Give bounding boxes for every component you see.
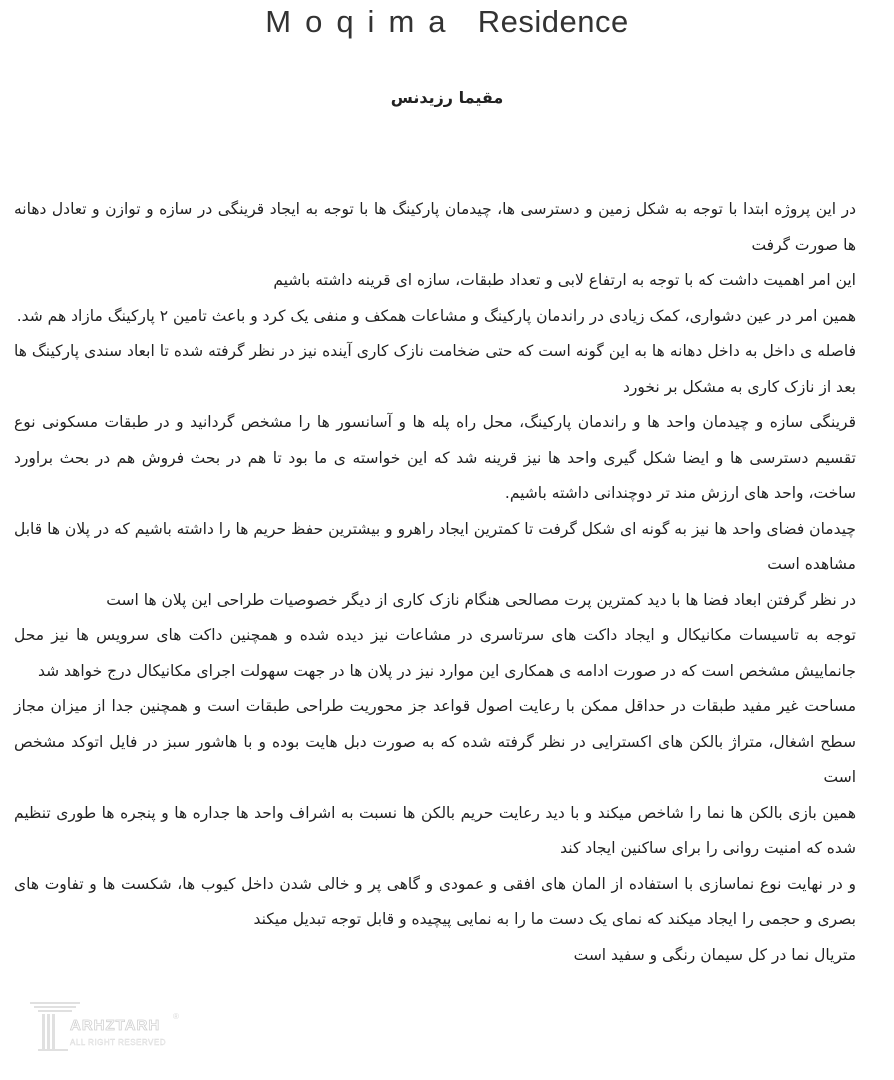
paragraph-span-distance: فاصله ی داخل به داخل دهانه ها به این گونه است که حتی ضخامت نازک کاری آینده نیز در نظر گرفته شده تا ابعاد سندی پارکینگ ها بعد از نازک کاری به مشکل بر نخورد [14,342,856,396]
paragraph-structure-symmetry: در این پروژه ابتدا با توجه به شکل زمین و دسترسی ها، چیدمان پارکینگ ها با توجه به ایجاد قرینگی در سازه و توازن و تعادل دهانه ها صورت گرفت [14,200,856,254]
paragraph-lobby-height: این امر اهمیت داشت که با توجه به ارتفاع لابی و تعداد طبقات، سازه ای قرینه داشته باشیم [273,271,856,289]
registered-mark: ® [173,1012,179,1021]
watermark-rights: ALL RIGHT RESERVED [70,1038,166,1047]
page-title-persian: مقیما رزیدنس [390,88,504,107]
title-word-moqima: Moqima [265,4,460,39]
page-title-english [0,4,894,40]
paragraph-material-waste: در نظر گرفتن ابعاد فضا ها با دید کمترین پرت مصالحی هنگام نازک کاری از دیگر خصوصیات طراحی این پلان ها است [106,590,856,609]
paragraph-facade-material: متریال نما در کل سیمان رنگی و سفید است [573,945,856,964]
watermark-logo [30,1000,180,1052]
paragraph-space-arrangement: چیدمان فضای واحد ها نیز به گونه ای شکل گرفت تا کمترین ایجاد راهرو و بیشترین حفظ حریم ها را داشته باشیم که در پلان ها قابل مشاهده است [14,519,856,573]
description-body [14,192,856,973]
paragraph-mechanical-ducts: توجه به تاسیسات مکانیکال و ایجاد داکت های سرتاسری در مشاعات نیز دیده شده و همچنین داکت های سرویس ها نیز محل جانماییش مشخص است که در صورت ادامه ی همکاری این موارد نیز در پلان ها در جهت سهولت اجرای مکانیکال درج خواهد شد [14,626,856,680]
paragraph-parking-efficiency: همین امر در عین دشواری، کمک زیادی در راندمان پارکینگ و مشاعات همکف و منفی یک کرد و باعث تامین ۲ پارکینگ مازاد هم شد. [16,306,856,325]
paragraph-balcony-privacy: همین بازی بالکن ها نما را شاخص میکند و با دید رعایت حریم بالکن ها نسبت به اشراف واحد ها جداره ها و پنجره ها طوری تنظیم شده که امنیت روانی را برای ساکنین ایجاد کند [14,803,856,857]
title-word-residence: Residence [477,4,629,39]
watermark-brand: ARHZTARH [70,1017,161,1034]
paragraph-unit-layout: قرینگی سازه و چیدمان واحد ها و راندمان پارکینگ، محل راه پله ها و آسانسور ها را مشخص گردانید و در طبقات مسکونی نوع تقسیم دسترسی ها و ایضا شکل گیری واحد ها نیز قرینه شد که این خواسته ی ما بود تا هم در بحث فروش هم در بحث براورد ساخت، واحد های ارزش مند تر دوچندانی داشته باشیم. [14,413,856,502]
paragraph-facade-design: و در نهایت نوع نماسازی با استفاده از المان های افقی و عمودی و گاهی پر و خالی شدن داخل کیوب ها، شکست ها و تفاوت های بصری و حجمی را ایجاد میکند که نمای یک دست ما را به نمایی پیچیده و قابل توجه تبدیل میکند [14,874,856,928]
paragraph-useless-area: مساحت غیر مفید طبقات در حداقل ممکن با رعایت اصول قواعد جز محوریت طراحی طبقات است و همچنین جدا از میزان مجاز سطح اشغال، متراژ بالکن های اکسترایی در نظر گرفته شده که به صورت دبل هایت بوده و با هاشور سبز در فایل اتوکد مشخص است [14,697,856,786]
